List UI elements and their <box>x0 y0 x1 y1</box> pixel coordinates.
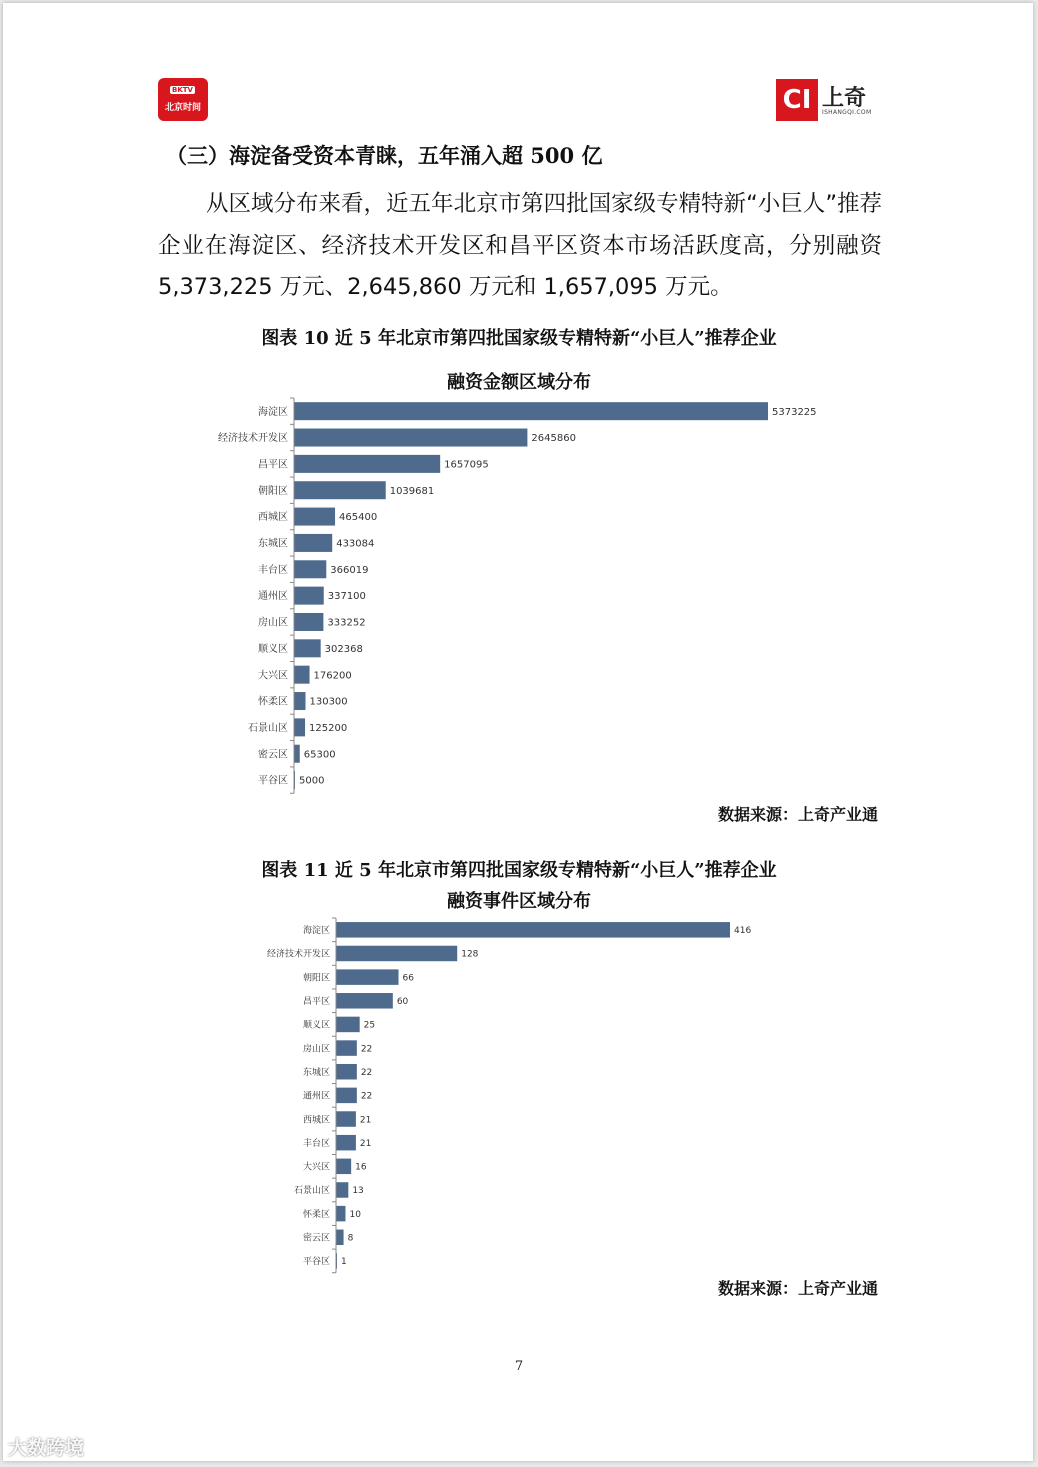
figure11-caption-line1: 图表 11 近 5 年北京市第四批国家级专精特新“小巨人”推荐企业 <box>261 860 777 881</box>
data-label-通州区: 337100 <box>327 591 366 603</box>
bar-西城区 <box>294 508 335 526</box>
body-paragraph: 从区域分布来看，近五年北京市第四批国家级专精特新“小巨人”推荐企业在海淀区、经济技术开发区和昌平区资本市场活跃度高，分别融资 5,373,225 万元、2,645,860 万元和 1,657,095 万元。 <box>158 191 882 300</box>
data-label-昌平区: 1657095 <box>444 459 489 471</box>
category-label-通州区: 通州区 <box>302 1091 330 1102</box>
data-label-海淀区: 416 <box>734 926 752 937</box>
category-label-大兴区: 大兴区 <box>302 1162 330 1173</box>
bktv-logo <box>158 78 208 121</box>
category-label-海淀区: 海淀区 <box>302 926 330 937</box>
data-label-房山区: 333252 <box>327 617 366 629</box>
data-label-石景山区: 125200 <box>309 722 348 734</box>
bar-顺义区 <box>294 639 321 657</box>
category-label-经济技术开发区: 经济技术开发区 <box>266 949 330 960</box>
figure10-caption-line2: 融资金额区域分布 <box>447 372 591 393</box>
data-label-大兴区: 16 <box>355 1162 367 1173</box>
category-label-怀柔区: 怀柔区 <box>258 696 288 708</box>
data-label-西城区: 465400 <box>339 512 378 524</box>
watermark: 大数跨境 <box>8 1437 85 1459</box>
category-label-丰台区: 丰台区 <box>258 564 288 576</box>
category-label-西城区: 西城区 <box>302 1115 330 1126</box>
section-heading: （三）海淀备受资本青睐，五年涌入超 500 亿 <box>166 143 603 168</box>
bar-顺义区 <box>336 1017 360 1033</box>
bar-东城区 <box>294 534 332 552</box>
shangqi-logo-mark: CI <box>776 79 818 121</box>
bar-经济技术开发区 <box>294 429 527 447</box>
figure10-caption-line1: 图表 10 近 5 年北京市第四批国家级专精特新“小巨人”推荐企业 <box>261 328 777 349</box>
category-label-房山区: 房山区 <box>302 1044 330 1055</box>
data-label-平谷区: 5000 <box>299 775 325 787</box>
bktv-logo-text: 北京时间 <box>164 103 201 113</box>
funding-events-chart <box>200 914 820 1274</box>
bktv-logo-tag: BKTV <box>172 86 193 94</box>
data-label-昌平区: 60 <box>396 997 409 1008</box>
category-label-经济技术开发区: 经济技术开发区 <box>218 433 288 445</box>
bar-昌平区 <box>294 455 440 473</box>
category-label-昌平区: 昌平区 <box>258 459 288 471</box>
bar-海淀区 <box>336 922 730 938</box>
data-label-怀柔区: 10 <box>349 1209 361 1220</box>
data-label-东城区: 22 <box>360 1067 373 1078</box>
category-label-怀柔区: 怀柔区 <box>302 1209 330 1220</box>
category-label-密云区: 密云区 <box>302 1233 330 1244</box>
data-label-海淀区: 5373225 <box>772 406 817 418</box>
category-label-石景山区: 石景山区 <box>248 722 288 734</box>
category-label-昌平区: 昌平区 <box>302 997 330 1008</box>
category-label-海淀区: 海淀区 <box>258 406 288 418</box>
bar-石景山区 <box>336 1182 348 1198</box>
bar-怀柔区 <box>294 692 305 710</box>
bar-经济技术开发区 <box>336 946 457 962</box>
bar-丰台区 <box>294 560 326 578</box>
data-label-怀柔区: 130300 <box>309 696 348 708</box>
category-label-东城区: 东城区 <box>258 538 288 550</box>
category-label-通州区: 通州区 <box>258 591 288 603</box>
shangqi-logo-name: 上奇 <box>822 86 867 111</box>
bar-朝阳区 <box>336 969 399 985</box>
funding-amount-chart <box>160 396 880 796</box>
bar-昌平区 <box>336 993 393 1009</box>
bar-密云区 <box>336 1230 344 1246</box>
category-label-顺义区: 顺义区 <box>258 643 288 655</box>
category-label-平谷区: 平谷区 <box>302 1257 330 1268</box>
data-label-顺义区: 302368 <box>324 643 363 655</box>
bar-石景山区 <box>294 718 305 736</box>
data-label-密云区: 8 <box>347 1233 354 1244</box>
figure11-source: 数据来源：上奇产业通 <box>717 1279 878 1298</box>
data-label-经济技术开发区: 128 <box>461 949 479 960</box>
category-label-丰台区: 丰台区 <box>302 1138 330 1149</box>
data-label-朝阳区: 1039681 <box>389 485 435 497</box>
figure11-caption-line2: 融资事件区域分布 <box>447 891 591 912</box>
category-label-平谷区: 平谷区 <box>258 775 288 787</box>
data-label-平谷区: 1 <box>341 1257 347 1268</box>
data-label-丰台区: 21 <box>359 1138 372 1149</box>
data-label-西城区: 21 <box>359 1115 372 1126</box>
shangqi-logo <box>776 79 880 123</box>
category-label-石景山区: 石景山区 <box>293 1186 330 1197</box>
bar-通州区 <box>294 587 324 605</box>
category-label-朝阳区: 朝阳区 <box>302 973 330 984</box>
bar-怀柔区 <box>336 1206 345 1222</box>
data-label-房山区: 22 <box>360 1044 373 1055</box>
figure10-source: 数据来源：上奇产业通 <box>717 805 878 824</box>
data-label-丰台区: 366019 <box>330 564 369 576</box>
category-label-东城区: 东城区 <box>302 1067 330 1078</box>
bar-东城区 <box>336 1064 357 1080</box>
bar-朝阳区 <box>294 481 386 499</box>
data-label-顺义区: 25 <box>363 1020 376 1031</box>
page-number: 7 <box>514 1359 524 1374</box>
bar-大兴区 <box>336 1159 351 1175</box>
data-label-朝阳区: 66 <box>402 973 414 984</box>
category-label-朝阳区: 朝阳区 <box>258 485 288 497</box>
bar-密云区 <box>294 745 300 763</box>
data-label-经济技术开发区: 2645860 <box>531 433 576 445</box>
data-label-大兴区: 176200 <box>313 670 352 682</box>
data-label-东城区: 433084 <box>336 538 375 550</box>
data-label-通州区: 22 <box>360 1091 373 1102</box>
bar-房山区 <box>336 1040 357 1056</box>
category-label-大兴区: 大兴区 <box>258 670 288 682</box>
bar-西城区 <box>336 1111 356 1127</box>
funding-amount-chart-svg <box>160 396 880 796</box>
bar-大兴区 <box>294 666 310 684</box>
data-label-密云区: 65300 <box>303 749 336 761</box>
category-label-西城区: 西城区 <box>258 512 288 524</box>
bar-房山区 <box>294 613 323 631</box>
category-label-房山区: 房山区 <box>258 617 288 629</box>
bar-丰台区 <box>336 1135 356 1151</box>
category-label-顺义区: 顺义区 <box>302 1020 330 1031</box>
shangqi-logo-url: ISHANGQI.COM <box>822 109 872 116</box>
bar-通州区 <box>336 1088 357 1104</box>
data-label-石景山区: 13 <box>352 1186 364 1197</box>
category-label-密云区: 密云区 <box>258 749 288 761</box>
funding-events-chart-svg <box>200 914 820 1274</box>
bar-海淀区 <box>294 402 768 420</box>
